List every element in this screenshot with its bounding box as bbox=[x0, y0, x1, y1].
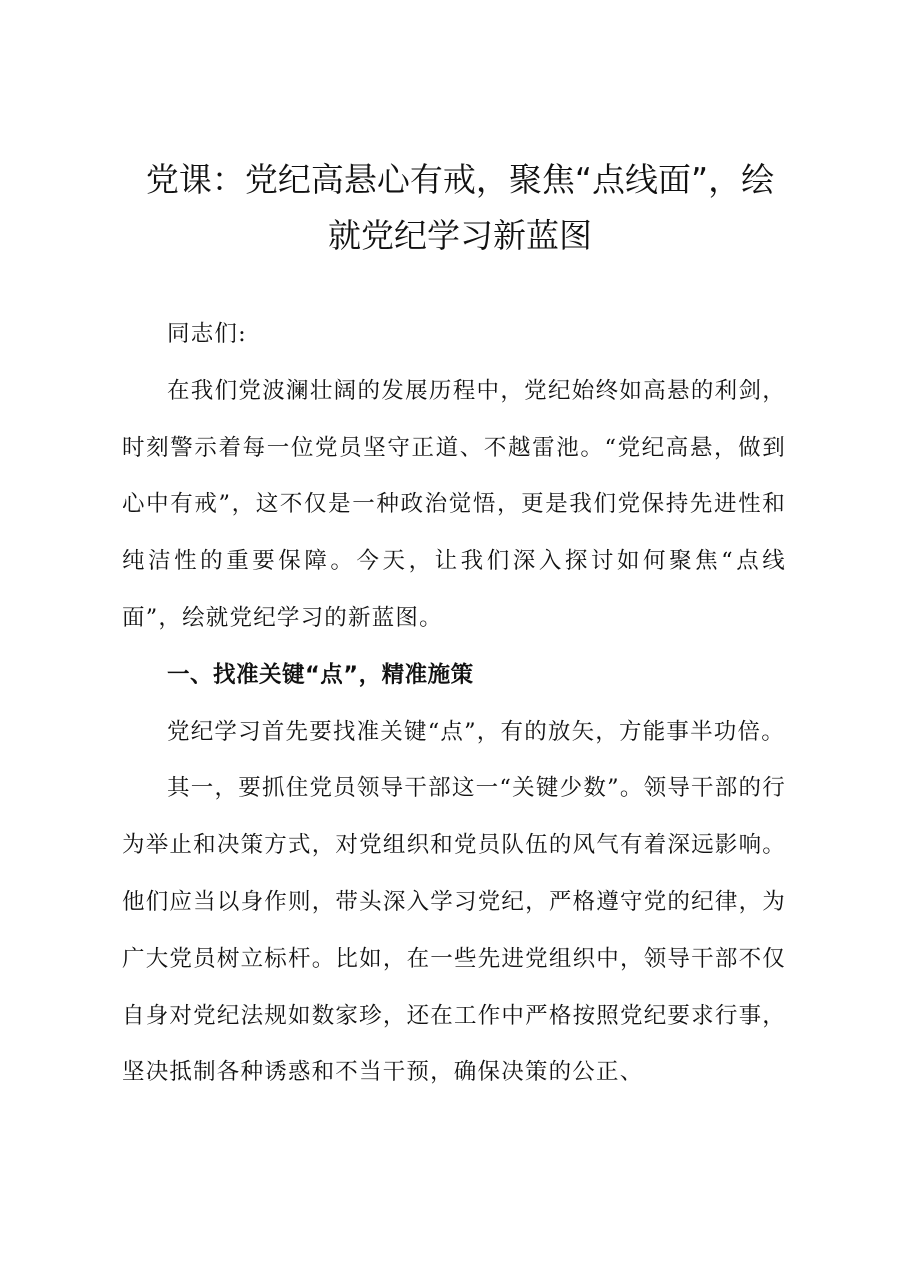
title-line-2: 就党纪学习新蓝图 bbox=[328, 216, 592, 255]
document-title bbox=[110, 152, 810, 264]
document-body bbox=[122, 306, 786, 1101]
section-heading-1: 一、找准关键“点”，精准施策 bbox=[167, 661, 474, 688]
intro-paragraph: 在我们党波澜壮阔的发展历程中，党纪始终如高悬的利剑，时刻警示着每一位党员坚守正道、不越雷池。“党纪高悬，做到心中有戒”，这不仅是一种政治觉悟，更是我们党保持先进性和纯洁性的重要保障。今天，让我们深入探讨如何聚焦“点线面”，绘就党纪学习的新蓝图。 bbox=[122, 377, 786, 631]
section1-paragraph-2: 其一，要抓住党员领导干部这一“关键少数”。领导干部的行为举止和决策方式，对党组织和党员队伍的风气有着深远影响。他们应当以身作则，带头深入学习党纪，严格遵守党的纪律，为广大党员树立标杆。比如，在一些先进党组织中，领导干部不仅自身对党纪法规如数家珍，还在工作中严格按照党纪要求行事，坚决抵制各种诱惑和不当干预，确保决策的公正、 bbox=[122, 775, 786, 1086]
salutation: 同志们: bbox=[167, 321, 247, 347]
section1-paragraph-1: 党纪学习首先要找准关键“点”，有的放矢，方能事半功倍。 bbox=[167, 718, 785, 745]
title-line-1: 党课：党纪高悬心有戒，聚焦“点线面”，绘 bbox=[145, 160, 775, 199]
